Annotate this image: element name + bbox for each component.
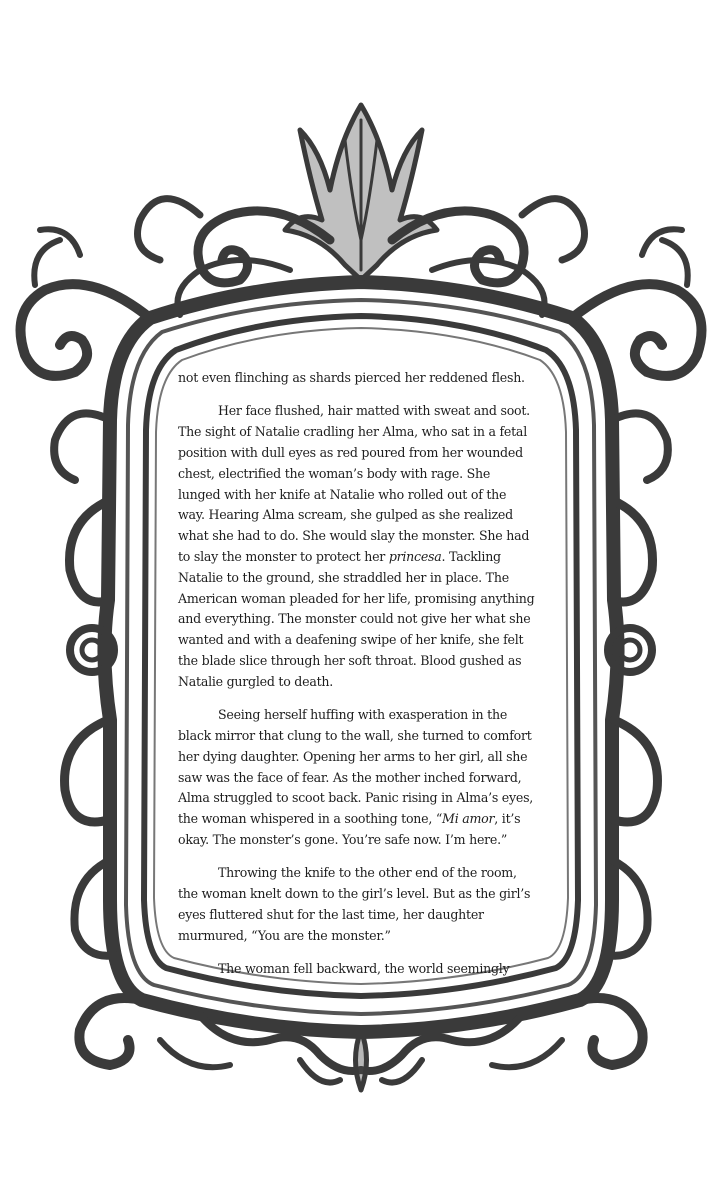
paragraph-3-emphasis: Mi amor (442, 811, 495, 827)
paragraph-3-text-b: , it’s okay. The monster’s gone. You’re safe now. I’m here.” (178, 811, 521, 847)
paragraph-1 (178, 368, 536, 389)
paragraph-1-text: not even flinching as shards pierced her reddened flesh. (178, 370, 525, 385)
paragraph-4 (178, 863, 536, 946)
paragraph-2-text-a: Her face flushed, hair matted with sweat and soot. The sight of Natalie cradling her Alma, who sat in a fetal position with dull eyes as red poured from her wounded chest, electrified the woman’s body with rage. She lunged with her knife at Natalie who rolled out of the way. Hearing Alma scream, she gulped as she realized what she had to do. She would slay the monster. She had to slay the monster to protect her (178, 403, 530, 564)
paragraph-3 (178, 705, 536, 851)
paragraph-2-emphasis: princesa (388, 548, 442, 564)
paragraph-2-text-b: . Tackling Natalie to the ground, she straddled her in place. The American woman pleaded for her life, promising anything and everything. The monster could not give her what she wanted and with a deafening swipe of her knife, she felt the blade slice through her soft throat. Blood gushed as Natalie gurgled to death. (178, 548, 535, 689)
story-text (178, 368, 536, 992)
paragraph-2 (178, 401, 536, 692)
paragraph-5 (178, 959, 536, 980)
paragraph-3-text-a: Seeing herself huffing with exasperation in the black mirror that clung to the wall, she turned to comfort her dying daughter. Opening her arms to her girl, all she saw was the face of fear. As the mother inched forward, Alma struggled to scoot back. Panic rising in Alma’s eyes, the woman whispered in a soothing tone, “ (178, 707, 534, 827)
paragraph-4-text: Throwing the knife to the other end of the room, the woman knelt down to the girl’s level. But as the girl’s eyes fluttered shut for the last time, her daughter murmured, “You are the monster.” (178, 865, 531, 943)
paragraph-5-text: The woman fell backward, the world seemingly (218, 961, 510, 977)
